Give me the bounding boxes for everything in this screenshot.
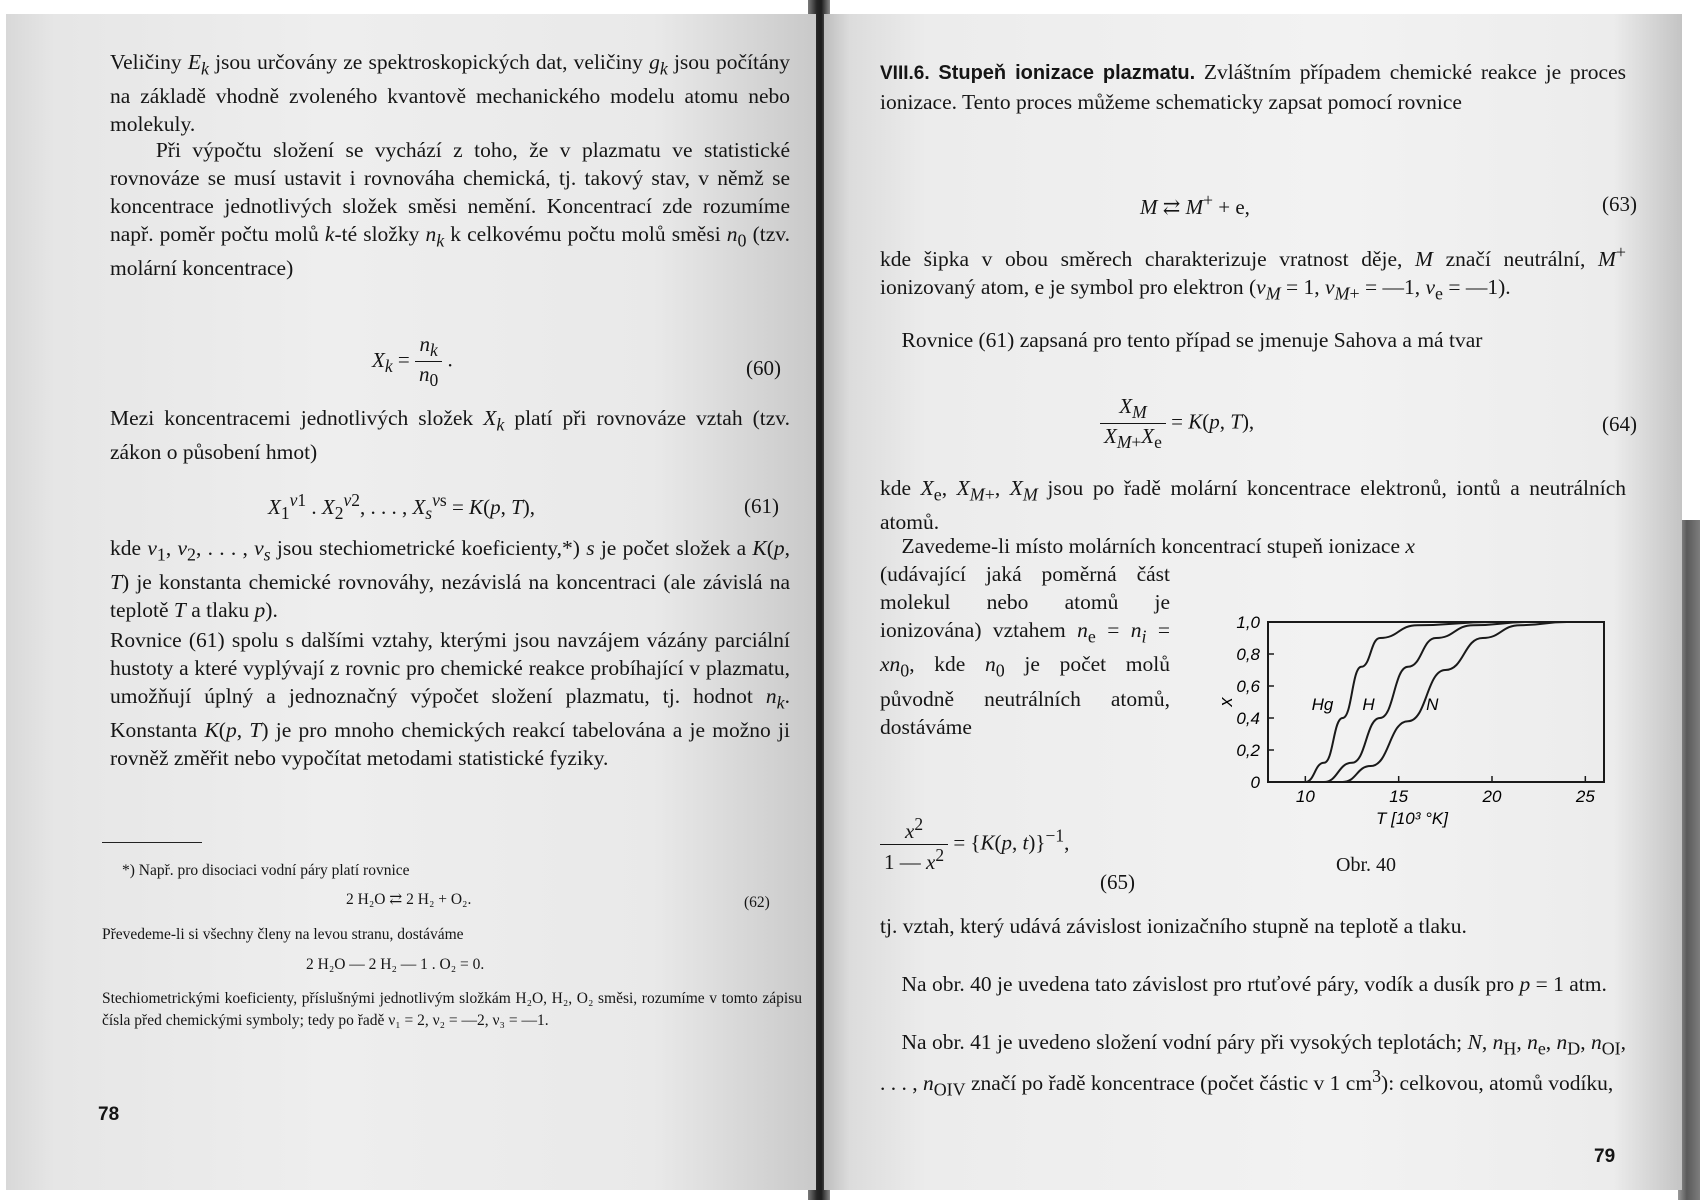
footnote-equation-62-number: (62) <box>744 894 770 911</box>
page-number-right: 79 <box>1594 1146 1616 1167</box>
y-tick-label: 0,2 <box>1236 741 1260 760</box>
y-axis-label: x <box>1216 697 1236 707</box>
equation-64: $\frac{X_M}{X_{M+}X_e}$ = K(p, T), <box>1100 394 1254 453</box>
footnote-line-3: Stechiometrickými koeficienty, příslušnými jednotlivým složkám H₂O, H₂, O₂ směsi, rozumíme v tomto zápisu čísla před chemickými symboly; tedy po řadě ν₁ = 2, ν₂ = —2, ν₃ = —1. <box>102 990 802 1029</box>
left-page <box>6 14 816 1190</box>
left-para-5: Rovnice (61) spolu s dalšími vztahy, kterými jsou navzájem vázány parciální hustoty a které vyplývají z rovnic pro chemické reakce probíhající v plazmatu, umožňují úplný a jednoznačný výpočet složení plazmatu, tj. hodnot $n_k$. Konstanta K(p, T) je pro mnoho chemických reakcí tabelována a je možno ji rovněž změřit nebo vypočítat metodami statistické fyziky. <box>110 628 790 771</box>
right-para-5-intro: Zavedeme-li místo molárních koncentrací stupeň ionizace x <box>880 534 1415 558</box>
y-tick-label: 0,4 <box>1236 709 1260 728</box>
ionization-chart-svg <box>1200 610 1620 850</box>
equation-60: $X_k$ = $\frac{n_k}{n_0}$ . <box>372 332 453 391</box>
left-para-2: Při výpočtu složení se vychází z toho, že v plazmatu ve statistické rovnováze se musí ustavit i rovnováha chemická, tj. takový stav, v němž se koncentrace jednotlivých složek směsi nemění. Koncentrací zde rozumíme např. poměr počtu molů k-té složky $n_k$ k celkovému počtu molů směsi $n_0$ (tzv. molární koncentrace) <box>110 138 791 281</box>
x-tick-label: 20 <box>1482 787 1502 806</box>
right-page <box>824 14 1682 1190</box>
x-axis-label: T [10³ °K] <box>1376 809 1448 828</box>
footnote-equation-2: 2 H₂O — 2 H₂ — 1 . O₂ = 0. <box>306 956 485 973</box>
x-tick-label: 10 <box>1295 787 1315 806</box>
y-tick-label: 0,6 <box>1236 677 1260 696</box>
x-tick-label: 25 <box>1575 787 1595 806</box>
right-para-2: kde šipka v obou směrech charakterizuje vratnost děje, M značí neutrální, M+ ionizovaný atom, e je symbol pro elektron ($\nu_M = 1$, $\nu_{M+}$ = —1, $\nu_e$ = —1). <box>880 242 1626 304</box>
series-label-h: H <box>1362 695 1375 714</box>
equation-64-number: (64) <box>1602 412 1637 436</box>
equation-61: $X_1^{\nu 1}$ . $X_2^{\nu 2}$, . . . , $X_s^{\nu s} = K(p$, T), <box>268 490 535 524</box>
left-para-1: Veličiny $E_k$ jsou určovány ze spektroskopických dat, veličiny $g_k$ jsou počítány na základě vhodně zvoleného kvantově mechanického modelu atomu nebo molekuly. <box>110 50 790 137</box>
right-para-3 <box>880 326 1626 354</box>
left-para-3: Mezi koncentracemi jednotlivých složek $X_k$ platí při rovnováze vztah (tzv. zákon o působení hmot) <box>110 406 790 465</box>
equation-60-number: (60) <box>746 356 781 380</box>
footnote-equation-62: 2 H₂O ⇄ 2 H₂ + O₂. <box>346 891 472 908</box>
right-para-4: kde $X_e$, $X_{M+}$, $X_M$ jsou po řadě molární koncentrace elektronů, iontů a neutrálních atomů. <box>880 476 1627 535</box>
figure-40-chart <box>1200 610 1620 850</box>
figure-caption: Obr. 40 <box>1336 854 1396 876</box>
equation-61-number: (61) <box>744 494 779 518</box>
x-tick-label: 15 <box>1389 787 1409 806</box>
right-para-1 <box>880 58 1626 116</box>
right-para-5-wrap: (udávající jaká poměrná část molekul nebo atomů je ionizována) vztahem $n_e = n_i = xn_0$, kde $n_0$ je počet molů původně neutrálních atomů, dostáváme <box>880 562 1170 739</box>
footnote-line-1: *) Např. pro disociaci vodní páry platí rovnice <box>122 862 410 879</box>
right-para-8: Na obr. 41 je uvedeno složení vodní páry při vysokých teplotách; N, $n_H$, $n_e$, $n_D$, $n_{OI}$, . . . , $n_{OIV}$ značí po řadě koncentrace (počet částic v 1 $cm^3$): celkovou, atomů vodíku, <box>880 1030 1626 1100</box>
right-para-6: tj. vztah, který udává závislost ionizačního stupně na teplotě a tlaku. <box>880 914 1467 938</box>
y-tick-label: 1,0 <box>1236 613 1260 632</box>
right-para-7: Na obr. 40 je uvedena tato závislost pro rtuťové páry, vodík a dusík pro p = 1 atm. <box>880 972 1607 996</box>
right-para-1-text: Zvláštním případem chemické reakce je proces ionizace. Tento proces můžeme schematicky zapsat pomocí rovnice <box>880 60 1626 114</box>
y-tick-label: 0,8 <box>1236 645 1260 664</box>
footnote-line-2: Převedeme-li si všechny členy na levou stranu, dostáváme <box>102 926 464 943</box>
equation-65-number: (65) <box>1100 870 1135 894</box>
page-number-left: 78 <box>98 1104 120 1125</box>
left-para-4: kde $\nu_1$, $\nu_2$, . . . , $\nu_s$ jsou stechiometrické koeficienty,*) s je počet složek a K(p, T) je konstanta chemické rovnováhy, nezávislá na koncentraci (ale závislá na teplotě T a tlaku p). <box>110 536 791 623</box>
section-number: VIII.6. <box>880 63 930 84</box>
equation-63-number: (63) <box>1602 192 1637 216</box>
equation-65: $\frac{x^2}{1 — x^2}$ = {K(p, t)}$^{-1}$, <box>880 814 1069 875</box>
series-label-n: N <box>1426 695 1439 714</box>
equation-63: M ⇄ M+ + e, <box>1140 190 1250 219</box>
series-label-hg: Hg <box>1311 695 1334 714</box>
right-para-3-text: Rovnice (61) zapsaná pro tento případ se jmenuje Sahova a má tvar <box>901 328 1483 352</box>
y-tick-label: 0 <box>1250 773 1260 792</box>
footnote-rule <box>102 842 202 843</box>
section-title: Stupeň ionizace plazmatu. <box>938 62 1196 84</box>
